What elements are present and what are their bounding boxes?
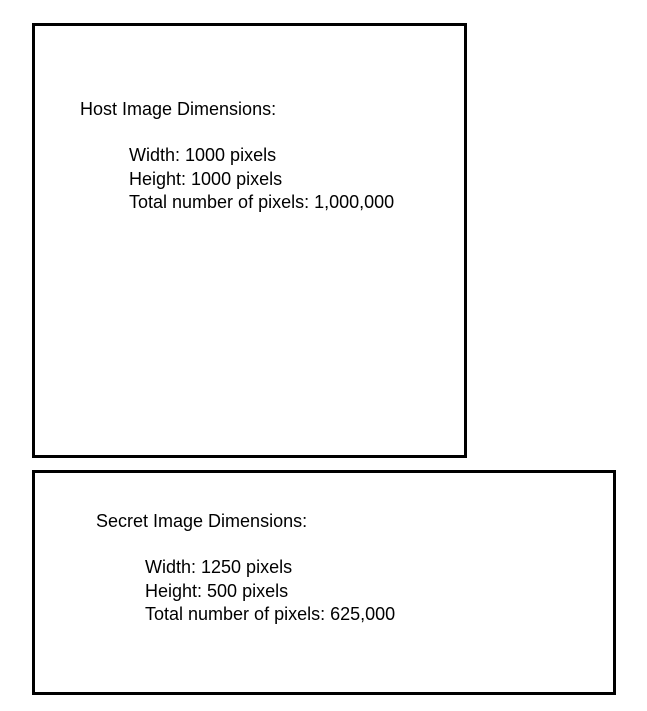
host-image-panel	[32, 23, 467, 458]
host-image-details	[129, 144, 394, 215]
host-image-width: Width: 1000 pixels	[129, 145, 277, 165]
secret-image-panel	[32, 470, 616, 695]
secret-image-height: Height: 500 pixels	[145, 580, 289, 601]
secret-image-title: Secret Image Dimensions:	[96, 511, 308, 531]
secret-image-total-pixels: Total number of pixels: 625,000	[145, 604, 396, 624]
host-image-height: Height: 1000 pixels	[129, 168, 283, 189]
host-image-title: Host Image Dimensions:	[80, 99, 277, 119]
secret-image-details	[145, 556, 395, 627]
secret-image-width: Width: 1250 pixels	[145, 557, 293, 577]
host-image-total-pixels: Total number of pixels: 1,000,000	[129, 192, 395, 212]
